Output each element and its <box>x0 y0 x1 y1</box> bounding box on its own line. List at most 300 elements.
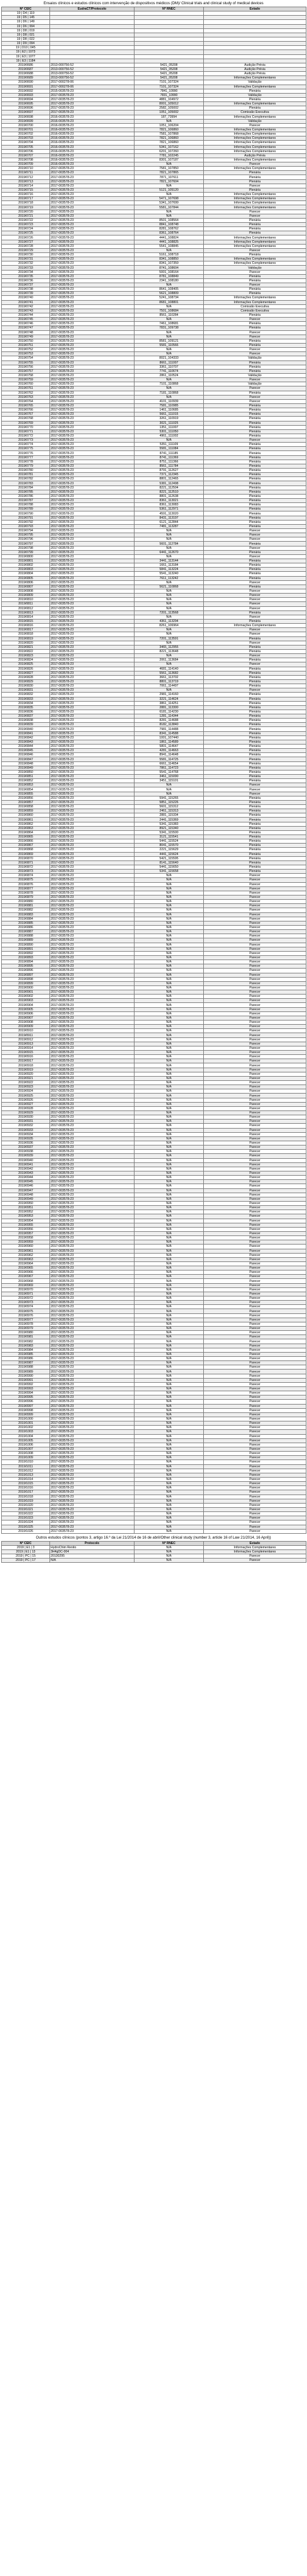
cell-estado: Parecer <box>204 1020 306 1025</box>
cell-protocol: 2017-003578-23 <box>50 1219 135 1223</box>
cell-protocol: 2017-003578-23 <box>50 1486 135 1490</box>
cell-ceic: 2019/0717 <box>2 197 50 201</box>
cell-protocol: 2017-003578-23 <box>50 960 135 964</box>
cell-rnec: 3021_111025 <box>135 421 204 425</box>
table-row <box>2 839 306 844</box>
table-row <box>2 796 306 800</box>
cell-ceic: 2019/0701 <box>2 127 50 132</box>
cell-estado: Informações Complementares <box>204 235 306 240</box>
cell-estado: Plenária <box>204 860 306 865</box>
cell-protocol: 2017-003578-23 <box>50 1503 135 1507</box>
cell-rnec: N/A <box>135 1529 204 1533</box>
cell-ceic: 2019/0889 <box>2 938 50 943</box>
cell-ceic: 2019/0733 <box>2 266 50 270</box>
cell-ceic: 2019/0821 <box>2 645 50 649</box>
cell-protocol: 2017-003578-23 <box>50 201 135 205</box>
cell-rnec: N/A <box>135 1370 204 1374</box>
table-row <box>2 568 306 572</box>
cell-ceic: 2019/0695 <box>2 102 50 106</box>
table-row <box>2 469 306 473</box>
cell-protocol: 2017-003578-23 <box>50 654 135 658</box>
table-row <box>2 382 306 386</box>
cell-protocol: 2017-003578-23 <box>50 429 135 434</box>
cell-rnec: N/A <box>135 1313 204 1318</box>
cell-ceic: 2019/1009 <box>2 1456 50 1460</box>
cell-protocol: 2017-003578-23 <box>50 171 135 175</box>
cell-ceic: 2019/0983 <box>2 1344 50 1348</box>
cell-estado: Parecer <box>204 1482 306 1486</box>
table-row <box>2 1136 306 1141</box>
cell-rnec: N/A <box>135 783 204 787</box>
cell-protocol: 2017-003578-23 <box>50 218 135 222</box>
cell-estado: Parecer <box>204 1184 306 1188</box>
cell-rnec: 5441_115524 <box>135 839 204 844</box>
cell-ceic: 2019/0856 <box>2 796 50 800</box>
cell-protocol: 2017-003578-23 <box>50 499 135 503</box>
cell-rnec: N/A <box>135 1042 204 1046</box>
cell-protocol: 2017-003578-23 <box>50 636 135 641</box>
cell-ceic: 2019/0976 <box>2 1313 50 1318</box>
table-row <box>2 1412 306 1417</box>
cell-ceic: 2019/0799 <box>2 550 50 554</box>
cell-rnec: 7371_112345 <box>135 473 204 477</box>
cell-protocol: 2017-003578-23 <box>50 356 135 360</box>
cell-ceic: 2019/0910 <box>2 1029 50 1033</box>
cell-rnec: N/A <box>135 348 204 352</box>
cell-rnec <box>135 46 204 50</box>
cell-rnec: 8791_112627 <box>135 469 204 473</box>
secondary-table-body <box>2 1545 306 1563</box>
cell-rnec: 5341_107162 <box>135 145 204 149</box>
cell-rnec: N/A <box>135 1046 204 1050</box>
cell-ceic: 2019/0788 <box>2 503 50 507</box>
main-table <box>1 7 306 1534</box>
cell-rnec: N/A <box>135 1507 204 1511</box>
cell-protocol: 2017-003578-23 <box>50 964 135 969</box>
table-row <box>2 1098 306 1102</box>
cell-protocol: 2017-003578-23 <box>50 1421 135 1426</box>
cell-rnec: N/A <box>135 1210 204 1214</box>
cell-rnec: 8741_111369 <box>135 455 204 460</box>
cell-estado: Validação <box>204 356 306 360</box>
cell-rnec: N/A <box>135 1197 204 1201</box>
table-row <box>2 507 306 511</box>
cell-ceic: 2019/0741 <box>2 300 50 304</box>
cell-rnec: N/A <box>135 615 204 619</box>
table-row <box>2 520 306 524</box>
cell-rnec: N/A <box>135 1176 204 1180</box>
cell-estado <box>204 24 306 28</box>
cell-rnec: 7871_107611 <box>135 175 204 179</box>
cell-protocol: 2017-003578-23 <box>50 451 135 455</box>
cell-estado: Parecer <box>204 348 306 352</box>
cell-rnec: N/A <box>135 162 204 167</box>
cell-rnec: 5161_108718 <box>135 253 204 257</box>
table-row <box>2 822 306 826</box>
cell-protocol: 2017-003578-23 <box>50 1106 135 1110</box>
table-row <box>2 1503 306 1507</box>
cell-ceic: 2019/0929 <box>2 1111 50 1115</box>
table-row <box>2 231 306 235</box>
cell-protocol: 2017-003578-23 <box>50 490 135 494</box>
cell-rnec: N/A <box>135 1361 204 1365</box>
cell-estado: Parecer <box>204 1503 306 1507</box>
cell-rnec: N/A <box>135 1545 204 1549</box>
cell-rnec: N/A <box>135 1305 204 1309</box>
table-row <box>2 464 306 468</box>
cell-estado: Parecer <box>204 602 306 606</box>
cell-protocol: 2017-003578-23 <box>50 1245 135 1249</box>
table-row <box>2 615 306 619</box>
cell-protocol: 2017-003578-23 <box>50 1063 135 1068</box>
table-row <box>2 930 306 934</box>
cell-protocol: 2017-003578-23 <box>50 1249 135 1253</box>
cell-rnec: 7821_106860 <box>135 141 204 145</box>
cell-rnec: N/A <box>135 904 204 908</box>
cell-protocol: 2017-003578-23 <box>50 912 135 917</box>
cell-ceic: 2019/0869 <box>2 852 50 856</box>
cell-protocol: 2017-003578-23 <box>50 1408 135 1412</box>
cell-protocol: 2017-003578-23 <box>50 1223 135 1227</box>
cell-protocol: 2017-003578-23 <box>50 434 135 438</box>
table-row <box>2 80 306 85</box>
cell-protocol: 2017-003578-23 <box>50 412 135 417</box>
cell-ceic: 2019/0796 <box>2 537 50 542</box>
cell-estado: Plenária <box>204 455 306 460</box>
cell-protocol: 2017-003578-23 <box>50 835 135 839</box>
cell-estado: Parecer <box>204 1016 306 1020</box>
cell-protocol: 2017-003578-23 <box>50 1426 135 1430</box>
table-row <box>2 1214 306 1219</box>
cell-estado: Plenária <box>204 417 306 421</box>
cell-protocol: 2017-003578-23 <box>50 878 135 882</box>
cell-estado: Plenária <box>204 469 306 473</box>
cell-ceic: 19 | D8 | 022 <box>2 37 50 41</box>
cell-rnec: N/A <box>135 283 204 287</box>
cell-estado: Parecer <box>204 1387 306 1391</box>
cell-ceic: 2019/0692 <box>2 89 50 93</box>
cell-rnec: 7481_113287 <box>135 524 204 528</box>
cell-ceic: 2019/0771 <box>2 429 50 434</box>
table-row <box>2 1516 306 1520</box>
table-row <box>2 533 306 537</box>
cell-rnec: N/A <box>135 1167 204 1171</box>
cell-ceic: 2019/0973 <box>2 1301 50 1305</box>
table-row <box>2 1322 306 1326</box>
table-row <box>2 1150 306 1154</box>
cell-estado: Parecer <box>204 1279 306 1283</box>
table-row <box>2 943 306 947</box>
cell-protocol: 2017-003578-23 <box>50 1011 135 1016</box>
cell-ceic: 2019/1008 <box>2 1452 50 1456</box>
cell-protocol: 2017-003578-23 <box>50 1257 135 1261</box>
table-header-row <box>2 7 306 11</box>
cell-protocol: 2017-003578-23 <box>50 214 135 218</box>
table-row <box>2 852 306 856</box>
cell-estado: Parecer <box>204 1068 306 1072</box>
table-row <box>2 658 306 662</box>
cell-rnec <box>135 42 204 46</box>
table-row <box>2 1417 306 1421</box>
cell-ceic: 2019/0761 <box>2 386 50 391</box>
cell-protocol: 2017-003578-23 <box>50 542 135 546</box>
table-row <box>2 1128 306 1132</box>
table-row <box>2 792 306 796</box>
cell-rnec: 8341_108850 <box>135 257 204 261</box>
cell-rnec: 5541_114768 <box>135 770 204 774</box>
cell-protocol: 2017-003578-23 <box>50 938 135 943</box>
cell-protocol: 2017-003578-23 <box>50 951 135 955</box>
cell-ceic: 2019/0693 <box>2 93 50 97</box>
secondary-table-row <box>2 1545 306 1549</box>
cell-rnec: 8001_105012 <box>135 102 204 106</box>
cell-estado: Parecer <box>204 688 306 693</box>
cell-rnec: 3465_112955 <box>135 645 204 649</box>
cell-protocol: 2017-003578-23 <box>50 223 135 227</box>
cell-estado: Parecer <box>204 1348 306 1352</box>
table-row <box>2 395 306 399</box>
cell-estado: Plenária <box>204 313 306 317</box>
cell-protocol: 2017-003578-23 <box>50 503 135 507</box>
cell-ceic: 2019/0893 <box>2 955 50 960</box>
cell-protocol: 2017-003578-23 <box>50 1382 135 1386</box>
table-row <box>2 1391 306 1395</box>
cell-rnec: 7201_113591 <box>135 636 204 641</box>
cell-rnec: 8182_113840 <box>135 723 204 727</box>
cell-rnec: 2881_115334 <box>135 813 204 818</box>
cell-ceic: 2019/0808 <box>2 589 50 593</box>
table-row <box>2 813 306 818</box>
cell-rnec: 5001_108164 <box>135 270 204 274</box>
cell-ceic: 2019/0836 <box>2 710 50 714</box>
cell-ceic: 2019/0864 <box>2 830 50 835</box>
cell-estado: Parecer <box>204 1150 306 1154</box>
cell-rnec: N/A <box>135 1499 204 1503</box>
cell-protocol: 2017-003578-23 <box>50 727 135 731</box>
secondary-table-row <box>2 1550 306 1554</box>
cell-rnec: N/A <box>135 1301 204 1305</box>
cell-ceic: 2019/0841 <box>2 731 50 735</box>
cell-protocol: 2017-003578-23 <box>50 671 135 675</box>
cell-rnec: N/A <box>135 1426 204 1430</box>
cell-ceic: 2019/0745 <box>2 318 50 322</box>
cell-ceic: 2019/0840 <box>2 727 50 731</box>
cell-protocol: 2017-003578-23 <box>50 1132 135 1136</box>
cell-ceic: 2019/1024 <box>2 1520 50 1525</box>
cell-estado: Parecer <box>204 1261 306 1266</box>
cell-protocol: 2017-003578-23 <box>50 1482 135 1486</box>
table-row <box>2 33 306 37</box>
cell-estado: Parecer <box>204 1438 306 1443</box>
table-row <box>2 740 306 744</box>
cell-ceic: 2019/0752 <box>2 348 50 352</box>
cell-rnec: 1661_113184 <box>135 563 204 568</box>
cell-rnec: 8501_108564 <box>135 218 204 222</box>
cell-rnec: N/A <box>135 1391 204 1395</box>
cell-rnec: N/A <box>135 1559 204 1563</box>
cell-ceic: 2019/0941 <box>2 1162 50 1167</box>
table-row <box>2 123 306 127</box>
cell-rnec: N/A <box>135 1240 204 1245</box>
cell-ceic: 2019/0987 <box>2 1361 50 1365</box>
cell-ceic: 2019/0781 <box>2 473 50 477</box>
cell-estado: Parecer <box>204 1361 306 1365</box>
table-row <box>2 554 306 559</box>
cell-rnec: N/A <box>135 1055 204 1059</box>
cell-protocol: 2017-003578-23 <box>50 822 135 826</box>
cell-ceic: 2019/0714 <box>2 184 50 188</box>
cell-ceic: 2019/0807 <box>2 585 50 589</box>
cell-estado: Parecer <box>204 1339 306 1344</box>
cell-rnec: N/A <box>135 1482 204 1486</box>
cell-protocol: 2017-003578-23 <box>50 386 135 391</box>
cell-ceic: 2019/0755 <box>2 360 50 365</box>
cell-ceic: 2019/0877 <box>2 886 50 891</box>
cell-ceic: 2019/0957 <box>2 1231 50 1235</box>
cell-ceic: 2019/0879 <box>2 895 50 899</box>
cell-protocol: 2017-003578-23 <box>50 719 135 723</box>
cell-ceic: 2019/0742 <box>2 304 50 309</box>
cell-rnec <box>135 33 204 37</box>
cell-ceic: 2019/0822 <box>2 649 50 653</box>
cell-protocol: 2017-003578-23 <box>50 745 135 749</box>
cell-rnec: 6181_114230 <box>135 710 204 714</box>
cell-rnec: 6441_112670 <box>135 550 204 554</box>
cell-estado: Parecer <box>204 210 306 214</box>
table-row <box>2 636 306 641</box>
cell-estado: Parecer <box>204 878 306 882</box>
table-row <box>2 425 306 429</box>
cell-rnec: 1281_114344 <box>135 714 204 719</box>
cell-protocol: 2017-003578-23 <box>50 1171 135 1175</box>
cell-protocol: 2017-003578-23 <box>50 701 135 705</box>
cell-protocol: 2017-003578-23 <box>50 1136 135 1141</box>
cell-estado: Parecer <box>204 1206 306 1210</box>
cell-estado: Parecer <box>204 891 306 895</box>
cell-estado: Plenária <box>204 658 306 662</box>
cell-protocol: 2017-003578-23 <box>50 240 135 244</box>
cell-ceic: 2019/0972 <box>2 1296 50 1301</box>
cell-estado <box>204 28 306 33</box>
table-row <box>2 1473 306 1477</box>
cell-rnec: N/A <box>135 1357 204 1361</box>
table-row <box>2 106 306 111</box>
cell-rnec: 1051_105002 <box>135 111 204 115</box>
cell-ceic: 2019/0911 <box>2 1033 50 1037</box>
cell-estado: Plenária <box>204 779 306 783</box>
table-row <box>2 1352 306 1356</box>
cell-estado: Parecer <box>204 882 306 886</box>
cell-protocol: 2017-003578-23 <box>50 257 135 261</box>
cell-estado: Plenária <box>204 360 306 365</box>
cell-protocol: 2017-000278-06 <box>50 85 135 89</box>
cell-estado: Parecer <box>204 1076 306 1080</box>
cell-rnec: N/A <box>135 632 204 636</box>
table-row <box>2 800 306 804</box>
cell-ceic: 2019/0746 <box>2 322 50 326</box>
cell-protocol: 2017-003578-23 <box>50 731 135 735</box>
cell-ceic: 2019/0718 <box>2 201 50 205</box>
cell-estado: Parecer <box>204 1162 306 1167</box>
table-row <box>2 1210 306 1214</box>
cell-protocol: 2017-003578-23 <box>50 1115 135 1120</box>
cell-protocol: 2017-003578-23 <box>50 473 135 477</box>
cell-ceic: 2019/0986 <box>2 1357 50 1361</box>
cell-protocol: 2017-003578-23 <box>50 615 135 619</box>
table-row <box>2 76 306 80</box>
cell-estado <box>204 11 306 16</box>
cell-estado: Plenária <box>204 494 306 498</box>
cell-estado <box>204 16 306 20</box>
cell-protocol: 2017-003578-23 <box>50 697 135 701</box>
cell-estado: Plenária <box>204 856 306 860</box>
table-row <box>2 904 306 908</box>
table-row <box>2 990 306 995</box>
cell-rnec: N/A <box>135 1016 204 1020</box>
table-row <box>2 745 306 749</box>
cell-protocol: 2017-003578-23 <box>50 481 135 485</box>
cell-rnec: 5621_108809 <box>135 292 204 296</box>
cell-rnec: 8661_111007 <box>135 360 204 365</box>
table-row <box>2 529 306 533</box>
cell-protocol: 2017-003578-23 <box>50 559 135 563</box>
cell-estado: Comissão Executiva <box>204 309 306 313</box>
cell-ceic: 2019/0897 <box>2 973 50 977</box>
cell-rnec: 1051_106204 <box>135 123 204 127</box>
cell-ceic: 2019/0839 <box>2 723 50 727</box>
cell-protocol <box>50 11 135 16</box>
cell-protocol: 2017-003578-23 <box>50 1387 135 1391</box>
table-row <box>2 434 306 438</box>
cell-estado: Parecer <box>204 990 306 995</box>
cell-estado: Plenária <box>204 740 306 744</box>
cell-rnec: 7181_110868 <box>135 391 204 395</box>
cell-protocol: 2017-003578-23 <box>50 244 135 248</box>
cell-ceic: 2019/0946 <box>2 1184 50 1188</box>
cell-ceic: 2019/0757 <box>2 369 50 373</box>
cell-estado: Plenária <box>204 253 306 257</box>
cell-estado: Plenária <box>204 813 306 818</box>
cell-estado: Informações Complementares <box>204 205 306 210</box>
cell-ceic: 2019/0835 <box>2 705 50 710</box>
cell-rnec: N/A <box>135 1456 204 1460</box>
cell-protocol: 2017-003578-23 <box>50 645 135 649</box>
secondary-table-row <box>2 1559 306 1563</box>
cell-rnec: N/A <box>135 193 204 197</box>
table-row <box>2 24 306 28</box>
cell-protocol: 2017-003578-23 <box>50 1374 135 1378</box>
cell-rnec: 8841_108748 <box>135 223 204 227</box>
table-row <box>2 1055 306 1059</box>
table-row <box>2 304 306 309</box>
cell-protocol: 2017-003578-23 <box>50 999 135 1003</box>
cell-ceic: 2019/0898 <box>2 977 50 981</box>
cell-protocol: 2017-003578-23 <box>50 1456 135 1460</box>
cell-estado: Plenária <box>204 524 306 528</box>
cell-ceic: 2019/0843 <box>2 740 50 744</box>
table-row <box>2 960 306 964</box>
cell-estado: Parecer <box>204 912 306 917</box>
cell-rnec: 8741_111185 <box>135 451 204 455</box>
cell-ceic: 2019/0945 <box>2 1180 50 1184</box>
cell-rnec: 4441_108824 <box>135 235 204 240</box>
cell-protocol: 2017-003578-23 <box>50 1370 135 1374</box>
table-row <box>2 1046 306 1050</box>
table-row <box>2 1421 306 1426</box>
cell-ceic: 2019/0850 <box>2 770 50 774</box>
cell-rnec: 8021_104333 <box>135 356 204 360</box>
cell-ceic: 2019/0767 <box>2 412 50 417</box>
